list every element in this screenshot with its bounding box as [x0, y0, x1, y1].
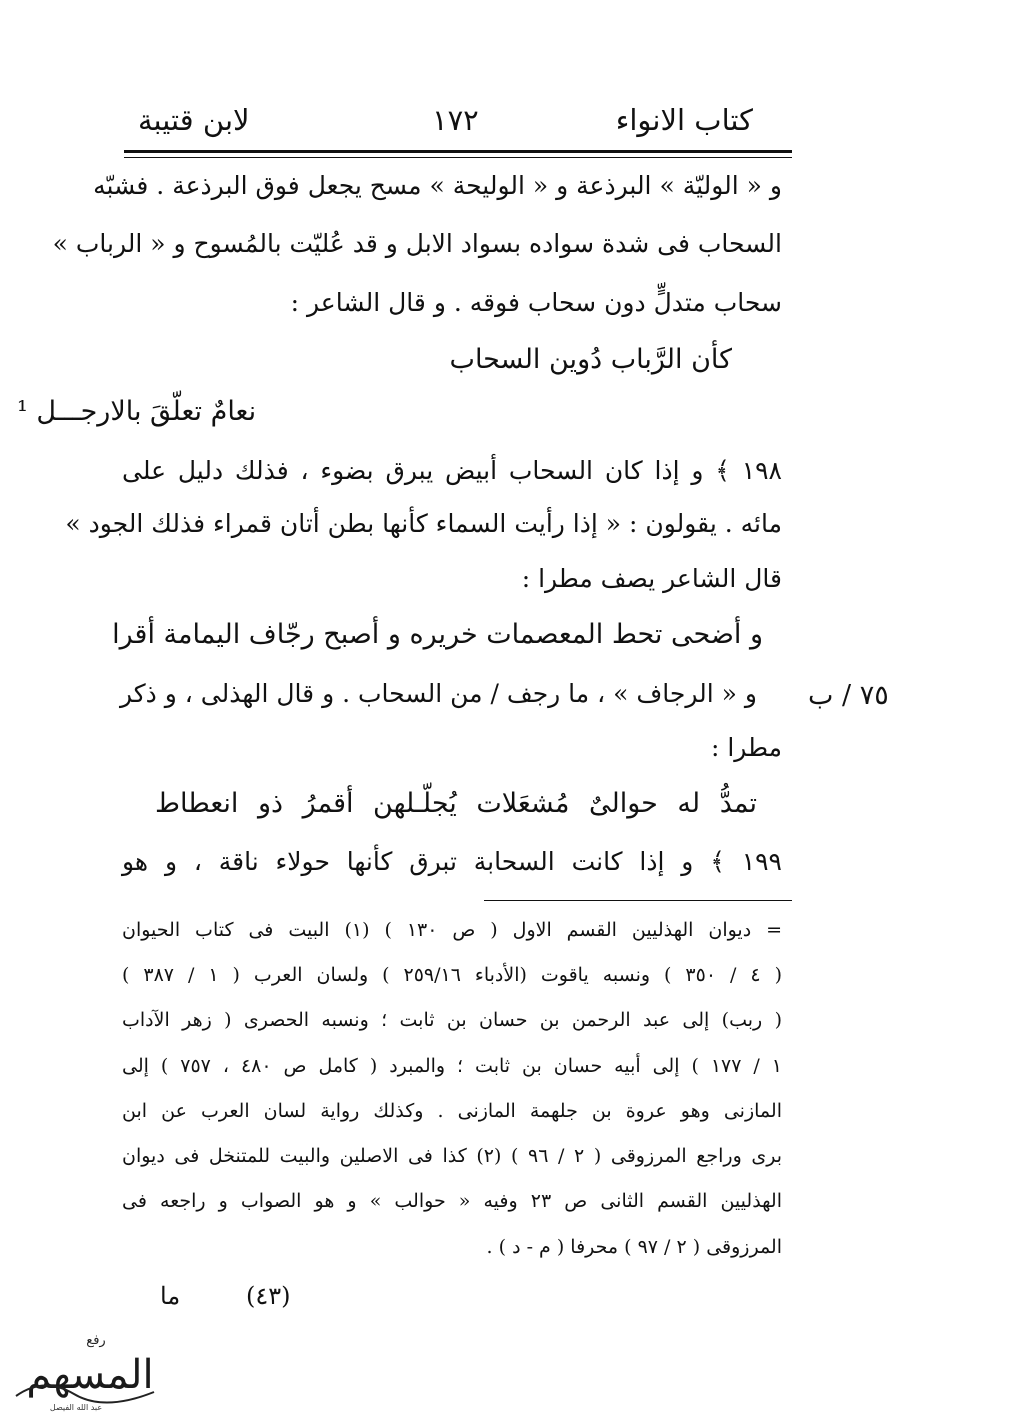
calligraphic-stamp-logo	[4, 1326, 174, 1416]
body-line: السحاب فى شدة سواده بسواد الابل و قد عُليّت بالمُسوح و « الرباب »	[52, 229, 782, 258]
body-line: و « الرجاف » ، ما رجف / من السحاب . و قال الهذلى ، و ذكر	[119, 679, 757, 708]
running-title: كتاب الانواء	[615, 103, 753, 137]
signature-number: (٤٣)	[246, 1282, 291, 1310]
running-author: لابن قتيبة	[138, 103, 250, 137]
verse-line: كأن الرَّباب دُوين السحاب	[449, 344, 732, 375]
verse-line: تمدُّ له حوالىٌ مُشعَلات يُجلّـلهن أقمرُ ذو انعطاط	[155, 788, 757, 819]
svg-text:عبد الله الفيصل: عبد الله الفيصل	[49, 1403, 103, 1412]
page-number: ١٧٢	[432, 103, 479, 137]
footnote-line: الهذليين القسم الثانى ص ٢٣ وفيه « حوالب » و هو الصواب و راجعه فى	[122, 1190, 782, 1212]
header-rule-thin	[124, 157, 792, 158]
footnote-line: برى وراجع المرزوقى ( ٢ / ٩٦ ) (٢) كذا فى الاصلين والبيت للمتنخل فى ديوان	[122, 1145, 782, 1167]
body-line: مطرا :	[710, 733, 782, 762]
body-line: سحاب متدلٍّ دون سحاب فوقه . و قال الشاعر :	[290, 288, 782, 317]
body-line: ١٩٨ ﴾ و إذا كان السحاب أبيض يبرق بضوء ، فذلك دليل على	[122, 456, 782, 485]
body-line: قال الشاعر يصف مطرا :	[521, 564, 782, 593]
footnote-line: المازنى وهو عروة بن جلهمة المازنى . وكذلك رواية لسان العرب عن ابن	[122, 1100, 782, 1122]
verse-line: نعامٌ تعلّقَ بالارجـــل ¹	[17, 396, 257, 427]
catchword: ما	[160, 1282, 181, 1310]
margin-folio-note: ٧٥ / ب	[808, 680, 889, 711]
footnote-line: ( ٤ / ٣٥٠ ) ونسبه ياقوت (الأدباء ٢٥٩/١٦ ) ولسان العرب ( ١ / ٣٨٧ )	[122, 964, 782, 986]
footnote-line: المرزوقى ( ٢ / ٩٧ ) محرفا ( م - د ) .	[486, 1236, 782, 1258]
header-rule-thick	[124, 150, 792, 153]
footnote-line: ١ / ١٧٧ ) إلى أبيه حسان بن ثابت ؛ والمبرد ( كامل ص ٤٨٠ ، ٧٥٧ ) إلى	[122, 1055, 783, 1077]
body-line: ١٩٩ ﴾ و إذا كانت السحابة تبرق كأنها حولاء ناقة ، و هو	[122, 847, 782, 876]
footnote-line: = ديوان الهذليين القسم الاول ( ص ١٣٠ ) (١) البيت فى كتاب الحيوان	[122, 919, 783, 941]
body-line: مائه . يقولون : « إذا رأيت السماء كأنها بطن أتان قمراء فذلك الجود »	[65, 509, 782, 538]
verse-line: و أضحى تحط المعصمات خريره و أصبح رجّاف اليمامة أقرا	[112, 619, 763, 650]
svg-text:رفع: رفع	[86, 1333, 106, 1348]
footnote-rule	[484, 900, 792, 901]
footnote-line: ( ربب) إلى عبد الرحمن بن حسان بن ثابت ؛ ونسبه الحصرى ( زهر الآداب	[122, 1009, 782, 1031]
svg-text:المسهم: المسهم	[26, 1352, 154, 1398]
body-line: و « الوليّة » البرذعة و « الوليحة » مسح يجعل فوق البرذعة . فشبّه	[93, 171, 782, 200]
